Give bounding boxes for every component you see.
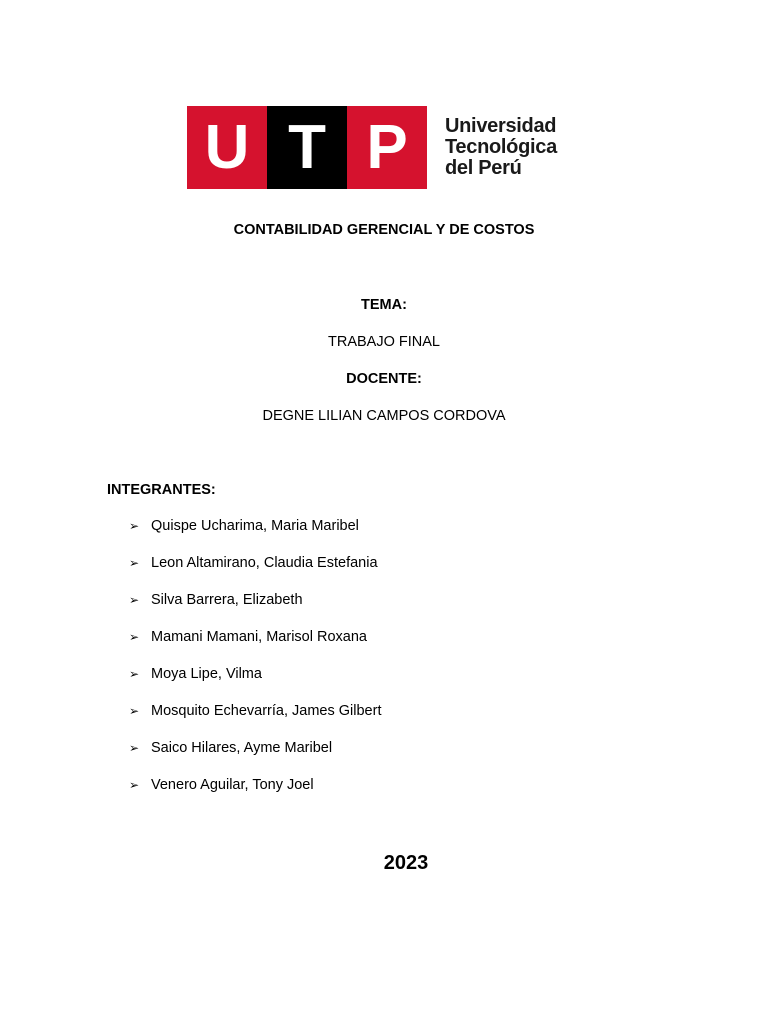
integrantes-list: [129, 518, 381, 814]
arrow-bullet-icon: ➢: [129, 667, 140, 681]
integrante-item: [129, 518, 381, 555]
logo-wordmark: [445, 116, 557, 179]
integrante-name: Silva Barrera, Elizabeth: [151, 592, 303, 608]
integrante-name: Leon Altamirano, Claudia Estefania: [151, 555, 378, 571]
arrow-bullet-icon: ➢: [129, 593, 140, 607]
logo-line-3: del Perú: [445, 157, 522, 179]
arrow-bullet-icon: ➢: [129, 778, 140, 792]
docente-label: DOCENTE:: [346, 371, 422, 387]
course-title: CONTABILIDAD GERENCIAL Y DE COSTOS: [233, 222, 535, 238]
integrante-item: [129, 666, 381, 703]
integrante-name: Saico Hilares, Ayme Maribel: [151, 740, 333, 756]
integrante-name: Moya Lipe, Vilma: [151, 666, 262, 682]
integrante-item: [129, 703, 381, 740]
integrante-item: [129, 629, 381, 666]
logo-letter-t: T: [267, 106, 347, 189]
logo-line-1: Universidad: [445, 115, 557, 137]
integrante-name: Quispe Ucharima, Maria Maribel: [151, 518, 359, 534]
integrante-item: [129, 592, 381, 629]
logo-letter-u: U: [187, 106, 267, 189]
arrow-bullet-icon: ➢: [129, 704, 140, 718]
docente-value: DEGNE LILIAN CAMPOS CORDOVA: [262, 408, 506, 424]
integrantes-label: INTEGRANTES:: [107, 482, 216, 498]
utp-logo: [187, 106, 557, 189]
tema-label: TEMA:: [361, 297, 407, 313]
integrante-item: [129, 740, 381, 777]
logo-line-2: Tecnológica: [445, 136, 557, 158]
integrante-name: Mosquito Echevarría, James Gilbert: [151, 703, 382, 719]
integrante-name: Venero Aguilar, Tony Joel: [151, 777, 314, 793]
tema-value: TRABAJO FINAL: [328, 334, 440, 350]
arrow-bullet-icon: ➢: [129, 519, 140, 533]
integrante-name: Mamani Mamani, Marisol Roxana: [151, 629, 367, 645]
year: 2023: [383, 852, 429, 874]
logo-letter-p: P: [347, 106, 427, 189]
integrante-item: [129, 777, 381, 814]
arrow-bullet-icon: ➢: [129, 741, 140, 755]
arrow-bullet-icon: ➢: [129, 556, 140, 570]
integrante-item: [129, 555, 381, 592]
arrow-bullet-icon: ➢: [129, 630, 140, 644]
